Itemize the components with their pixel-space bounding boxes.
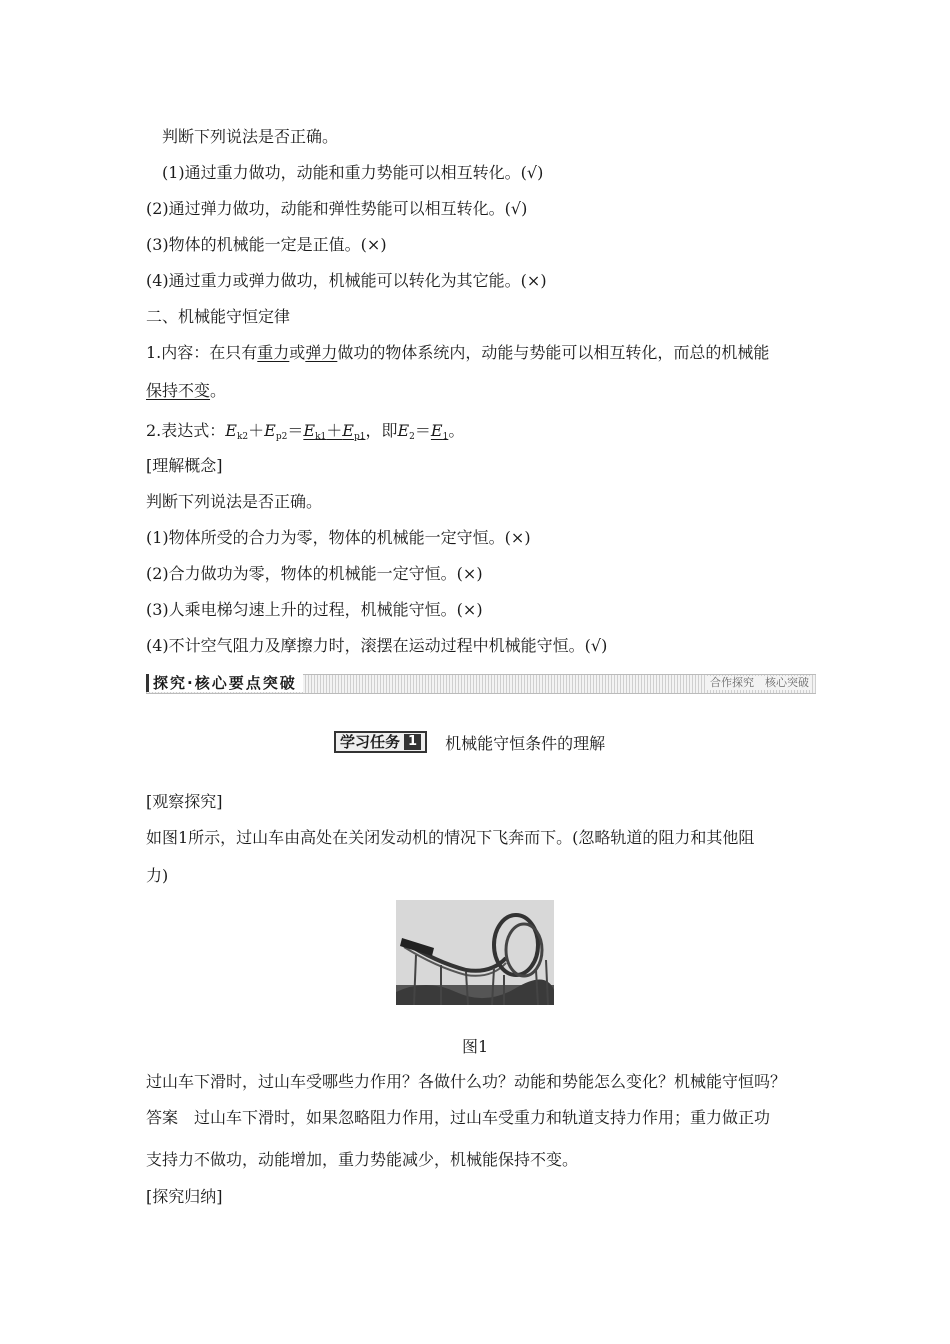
statement-2: (2)通过弹力做功，动能和弹性势能可以相互转化。(√) (146, 199, 528, 218)
statement-4: (4)通过重力或弹力做功，机械能可以转化为其它能。(×) (146, 271, 547, 290)
judge-1: (1)物体所受的合力为零，物体的机械能一定守恒。(×) (146, 528, 531, 547)
judge-2: (2)合力做功为零，物体的机械能一定守恒。(×) (146, 564, 483, 583)
banner-title: 探究·核心要点突破 (146, 674, 303, 692)
judge-4: (4)不计空气阻力及摩擦力时，滚摆在运动过程中机械能守恒。(√) (146, 636, 608, 655)
answer-e1: $E_1$ (430, 421, 449, 442)
task-number: 1 (404, 734, 421, 750)
roller-coaster-photo (396, 900, 554, 1005)
judge-3: (3)人乘电梯匀速上升的过程，机械能守恒。(×) (146, 600, 483, 619)
answer-gravity: 重力 (257, 343, 290, 362)
banner-subtitle: 合作探究 核心突破 (707, 676, 812, 690)
answer-elastic: 弹力 (305, 343, 338, 362)
statement-1: (1)通过重力做功，动能和重力势能可以相互转化。(√) (162, 163, 544, 182)
intro-line-2: 判断下列说法是否正确。 (146, 492, 323, 511)
intro-line: 判断下列说法是否正确。 (162, 127, 339, 146)
summary-heading: [探究归纳] (146, 1187, 223, 1206)
section-banner (146, 674, 816, 694)
observe-heading: [观察探究] (146, 792, 223, 811)
content-rule: 1.内容：在只有重力或弹力做功的物体系统内，动能与势能可以相互转化，而总的机械能 (146, 343, 770, 362)
answer-line-1: 答案 过山车下滑时，如果忽略阻力作用，过山车受重力和轨道支持力作用；重力做正功 (146, 1108, 771, 1127)
figure-caption: 图1 (462, 1037, 489, 1056)
expression-line: 2.表达式：$E_{k2}+E_{p2}=E_{k1}+E_{p1}$，即$E_2=E_1$。 (146, 421, 465, 442)
answer-expression: $E_{k1}+E_{p1}$ (303, 421, 366, 442)
understand-heading: [理解概念] (146, 456, 223, 475)
task-heading (334, 731, 605, 753)
answer-line-2: 支持力不做功，动能增加，重力势能减少，机械能保持不变。 (146, 1150, 579, 1169)
statement-3: (3)物体的机械能一定是正值。(×) (146, 235, 387, 254)
task-label-box: 学习任务 1 (334, 731, 427, 753)
section-heading: 二、机械能守恒定律 (146, 307, 291, 326)
question-line: 过山车下滑时，过山车受哪些力作用？各做什么功？动能和势能怎么变化？机械能守恒吗？ (146, 1072, 787, 1091)
answer-constant: 保持不变 (146, 381, 211, 400)
example-line-2: 力) (146, 866, 169, 885)
content-rule-cont: 保持不变。 (146, 381, 227, 400)
task-title: 机械能守恒条件的理解 (445, 733, 606, 753)
example-line-1: 如图1所示，过山车由高处在关闭发动机的情况下飞奔而下。(忽略轨道的阻力和其他阻 (146, 828, 755, 847)
